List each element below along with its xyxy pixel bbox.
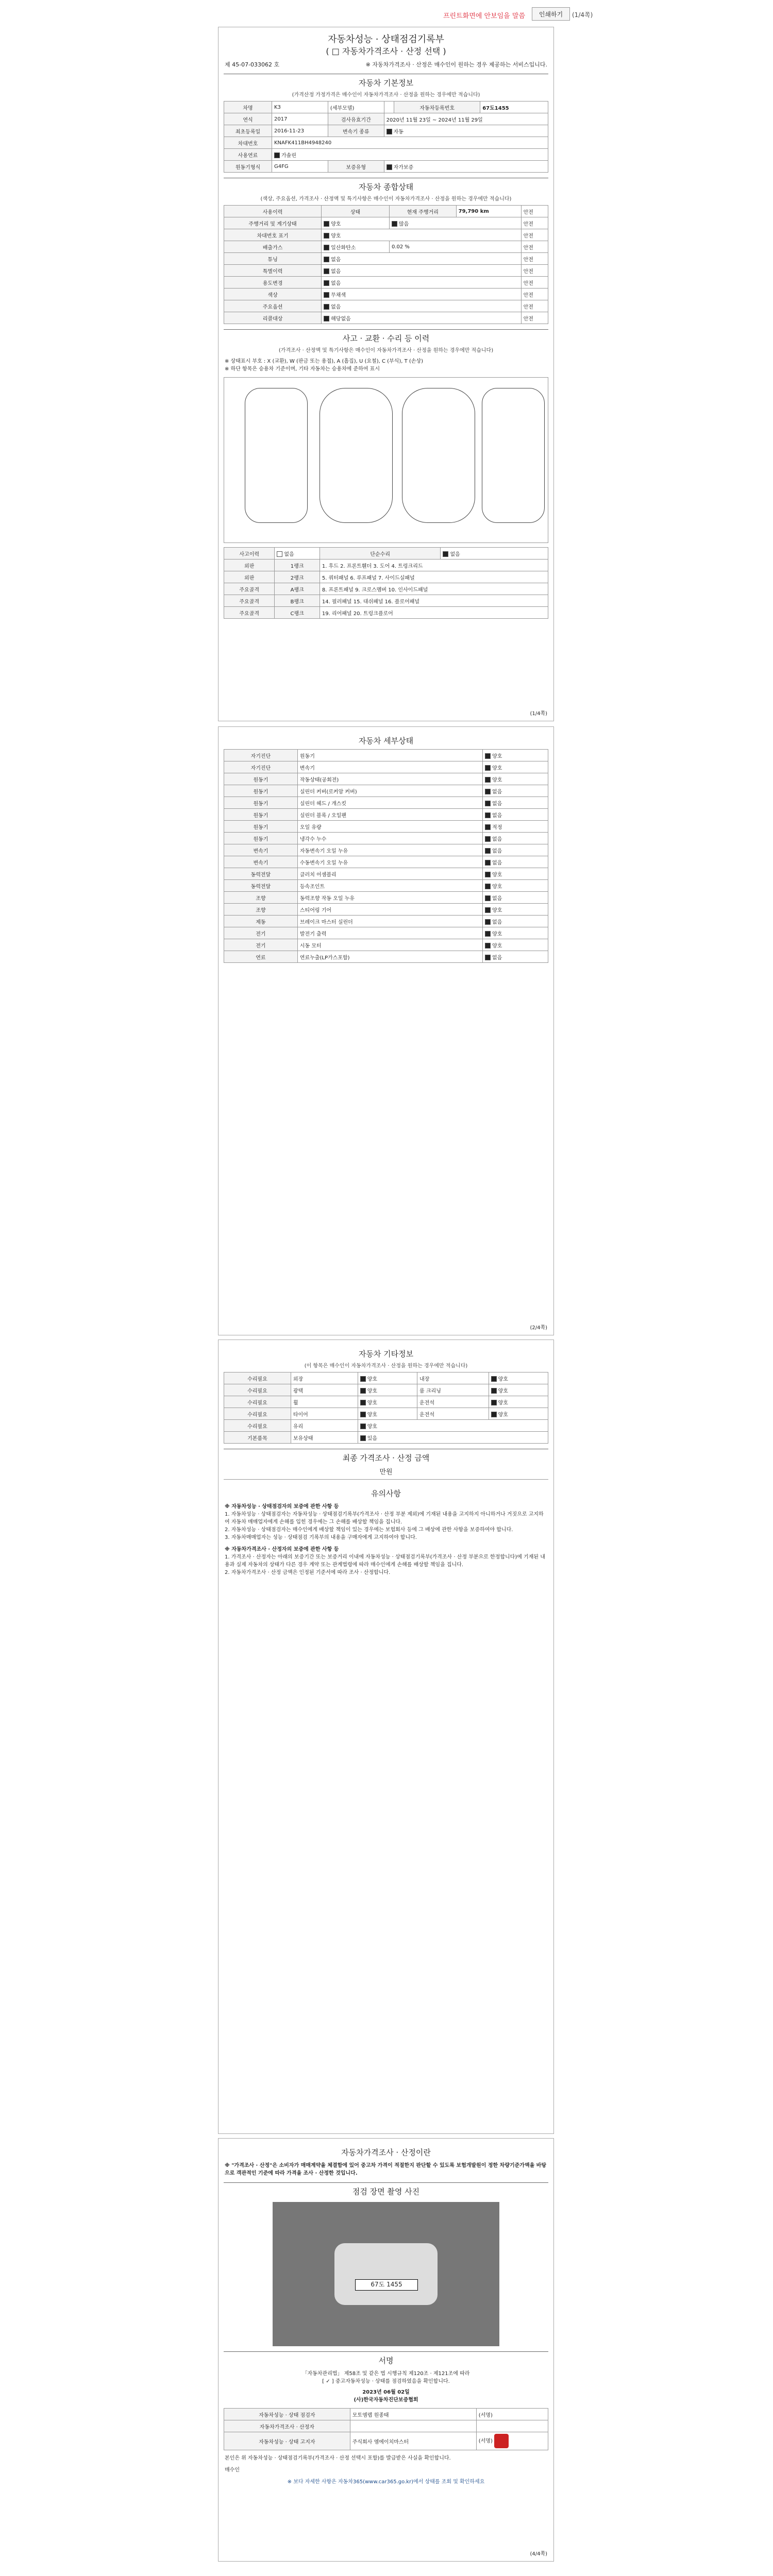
page-marker: (1/4쪽) [572, 11, 593, 19]
mileage-value: 79,790 km [456, 206, 521, 217]
section-status-note: (색상, 주요옵션, 가격조사 · 산정액 및 특기사항은 매수인이 자동차가격조사 · 산정을 원하는 경우에만 적습니다) [260, 196, 512, 202]
stamp-icon [494, 2434, 509, 2448]
top-bar [0, 0, 773, 31]
sheet-page-4 [218, 2138, 554, 2562]
status-table: 사용이력 상태 현재 주행거리 79,790 km 안전 주행거리 및 계기상태 양호 많음 안전 차대번호 표기 양호 안전 배출가스 일산화탄소 0.02 % 안전 튜닝 없음 안전 특별이력 없음 안전 용도변경 없음 안전 색상 무채색 안전 주요옵션 없음 안전 리콜대상 해당없음 안전 [224, 205, 548, 324]
notice-title: 유의사항 [371, 1489, 401, 1498]
sign-title: 서명 [224, 2351, 548, 2366]
sheet-page-1 [218, 27, 554, 721]
plate-number: 67도1455 [480, 101, 548, 113]
notice-block: ※ 자동차성능 · 상태점검자의 보증에 관한 사항 등 1. 자동차성능 · 상태점검자는 자동차성능 · 상태점검기록부(가격조사 · 산정 부분 제외)에 기재된 내용을 고지하지 아니하거나 거짓으로 고지하여 자동차 매매업자에게 손해를 입힌 경우에는 그 손해를 배상할 책임을 집니다. 2. 자동차성능 · 상태점검자는 매수인에게 배상할 책임이 있는 경우에는 보험회사 등에 그 배상에 관한 사항을 보증하여야 합니다. 3. 자동차매매업자는 성능 · 상태점검 기록부의 내용을 구매자에게 고지하여야 합니다. ※ 자동차가격조사 · 산정자의 보증에 관한 사항 등 1. 가격조사 · 산정자는 아래의 보증기간 또는 보증거리 이내에 자동차성능 · 상태점검기록부(가격조사 · 산정 부분으로 한정합니다)에 기재된 내용과 실제 자동차의 상태가 다른 경우 계약 또는 관계법령에 따라 매수인에게 손해를 배상할 책임을 집니다. 2. 자동차가격조사 · 산정 금액은 인정된 기준서에 따라 조사 · 산정합니다. [225, 1504, 545, 1575]
car-side-left-icon [245, 388, 308, 523]
price-unit: 만원 [379, 1468, 393, 1476]
car-front-icon [320, 388, 393, 523]
basic-info-table: 차명 K3 (세부모델) 자동차등록번호 67도1455 연식 2017 검사유효기간 2020년 11월 23일 ~ 2024년 11월 29일 최초등록일 2016-11-23 변속기 종류 자동 차대번호 KNAFK411BH4948240 사용연료 가솔린 원동기형식 G4FG 보증유형 자가보증 [224, 101, 548, 173]
other-table: 수리필요 외장 양호 내장 양호 수리필요 광택 양호 룸 크리닝 양호 수리필요 휠 양호 운전석 양호 수리필요 타이어 양호 운전석 양호 수리필요 유리 양호 기본품목 보유상태 있음 [224, 1372, 548, 1444]
car-diagram [224, 377, 548, 543]
accident-table: 사고이력 없음 단순수리 없음 외판 1랭크 1. 후드 2. 프론트휀더 3. 도어 4. 트렁크리드 외판 2랭크 5. 쿼터패널 6. 루프패널 7. 사이드실패널 주요골격 A랭크 8. 프론트패널 9. 크로스멤버 10. 인사이드패널 주요골격 B랭크 14. 필러패널 15. 대쉬패널 16. 플로어패널 주요골격 C랭크 19. 리어패널 20. 트렁크플로어 [224, 547, 548, 619]
section-basic-note: (가격산정 가정가격은 매수인이 자동차가격조사 · 산정을 원하는 경우에만 적습니다) [292, 92, 480, 98]
section-accident-note: (가격조사 · 산정액 및 특기사항은 매수인이 자동차가격조사 · 산정을 원하는 경우에만 적습니다) [278, 348, 494, 353]
other-title: 자동차 기타정보 [358, 1349, 414, 1359]
car365-footer: ※ 보다 자세한 사항은 자동차365(www.car365.go.kr)에서 상태를 조회 및 확인하세요 [287, 2479, 485, 2485]
car-photo-icon [334, 2243, 438, 2305]
page-title: 자동차성능 · 상태점검기록부 [328, 34, 444, 45]
section-accident-title: 사고 · 교환 · 수리 등 이력 [224, 329, 548, 344]
buyer-label: 매수인 [225, 2467, 240, 2473]
doc-check-line: ※ 자동차가격조사 · 산정은 매수인이 원하는 경우 제공하는 서비스입니다. [365, 61, 547, 68]
photo-title: 점검 장면 촬영 사진 [224, 2182, 548, 2197]
page-subtitle: ( □ 자동차가격조사 · 산정 선택 ) [326, 46, 446, 56]
sign-table: 자동차성능 · 상태 점검자 모토엠랩 원종태 (서명) 자동차가격조사 · 산정자 자동차성능 · 상태 고지자 주식회사 엠에이치마스터 (서명) [224, 2408, 548, 2450]
label-car-name: 차명 [224, 101, 272, 113]
price-explain-title: 자동차가격조사 · 산정이란 [341, 2148, 431, 2157]
sign-block: 「자동차관리법」 제58조 및 같은 법 시행규칙 제120조 · 제121조에 따라 [ ✓ ] 중고자동차성능 · 상태를 점검하였음을 확인합니다. 2023년 06월 02일 (사)한국자동차진단보증협회 [302, 2371, 470, 2403]
sheet-page-2 [218, 726, 554, 1335]
page4-number: (4/4쪽) [530, 2551, 547, 2557]
photo-plate: 67도 1455 [355, 2279, 418, 2291]
price-title: 최종 가격조사 · 산정 금액 [224, 1449, 548, 1463]
page1-number: (1/4쪽) [530, 711, 547, 717]
sheet-page-3 [218, 1340, 554, 2134]
doc-number: 제 45-07-033062 호 [225, 61, 280, 68]
sign-confirm: 본인은 위 자동차성능 · 상태점검기록부(가격조사 · 산정 선택시 포함)를 발급받은 사실을 확인합니다. [225, 2455, 451, 2461]
page2-number: (2/4쪽) [530, 1325, 547, 1331]
detail-title: 자동차 세부상태 [358, 736, 414, 745]
legend: ※ 상태표시 부호 : X (교환), W (판금 또는 용접), A (흠집), U (요철), C (부식), T (손상) ※ 하단 항목은 승용차 기준이며, 기타 자동차는 승용차에 준하여 표시 [225, 359, 424, 372]
detail-table: 자기진단 원동기 양호 자기진단 변속기 양호 원동기 작동상태(공회전) 양호 원동기 실린더 커버(로커암 커버) 없음 원동기 실린더 헤드 / 개스킷 없음 원동기 실린더 블록 / 오일팬 없음 원동기 오일 유량 적정 원동기 냉각수 누수 없음 변속기 자동변속기 오일 누유 없음 변속기 수동변속기 오일 누유 없음 동력전달 클러치 어셈블리 양호 동력전달 등속조인트 양호 조향 동력조향 작동 오일 누유 없음 조향 스티어링 기어 양호 제동 브레이크 마스터 실린더 없음 전기 발전기 출력 양호 전기 시동 모터 양호 연료 연료누출(LP가스포함) 없음 [224, 749, 548, 963]
doc-number-row [225, 60, 547, 69]
car-rear-icon [402, 388, 475, 523]
inspection-photo [273, 2202, 499, 2346]
other-note: (이 항목은 매수인이 자동차가격조사 · 산정을 원하는 경우에만 적습니다) [304, 1363, 468, 1369]
section-status-title: 자동차 종합상태 [224, 178, 548, 192]
print-note: 프린트화면에 안보임을 말씀 [443, 12, 525, 20]
price-explain-desc: ※ "가격조사 · 산정"은 소비자가 매매계약을 체결함에 있어 중고차 가격이 적절한지 판단할 수 있도록 보험개발원이 정한 차량기준가액을 바탕으로 객관적인 기준에 따라 가격을 조사 · 산정한 것입니다. [225, 2163, 547, 2176]
section-basic-title: 자동차 기본정보 [224, 74, 548, 88]
print-button[interactable]: 인쇄하기 [532, 7, 570, 21]
car-side-right-icon [482, 388, 545, 523]
